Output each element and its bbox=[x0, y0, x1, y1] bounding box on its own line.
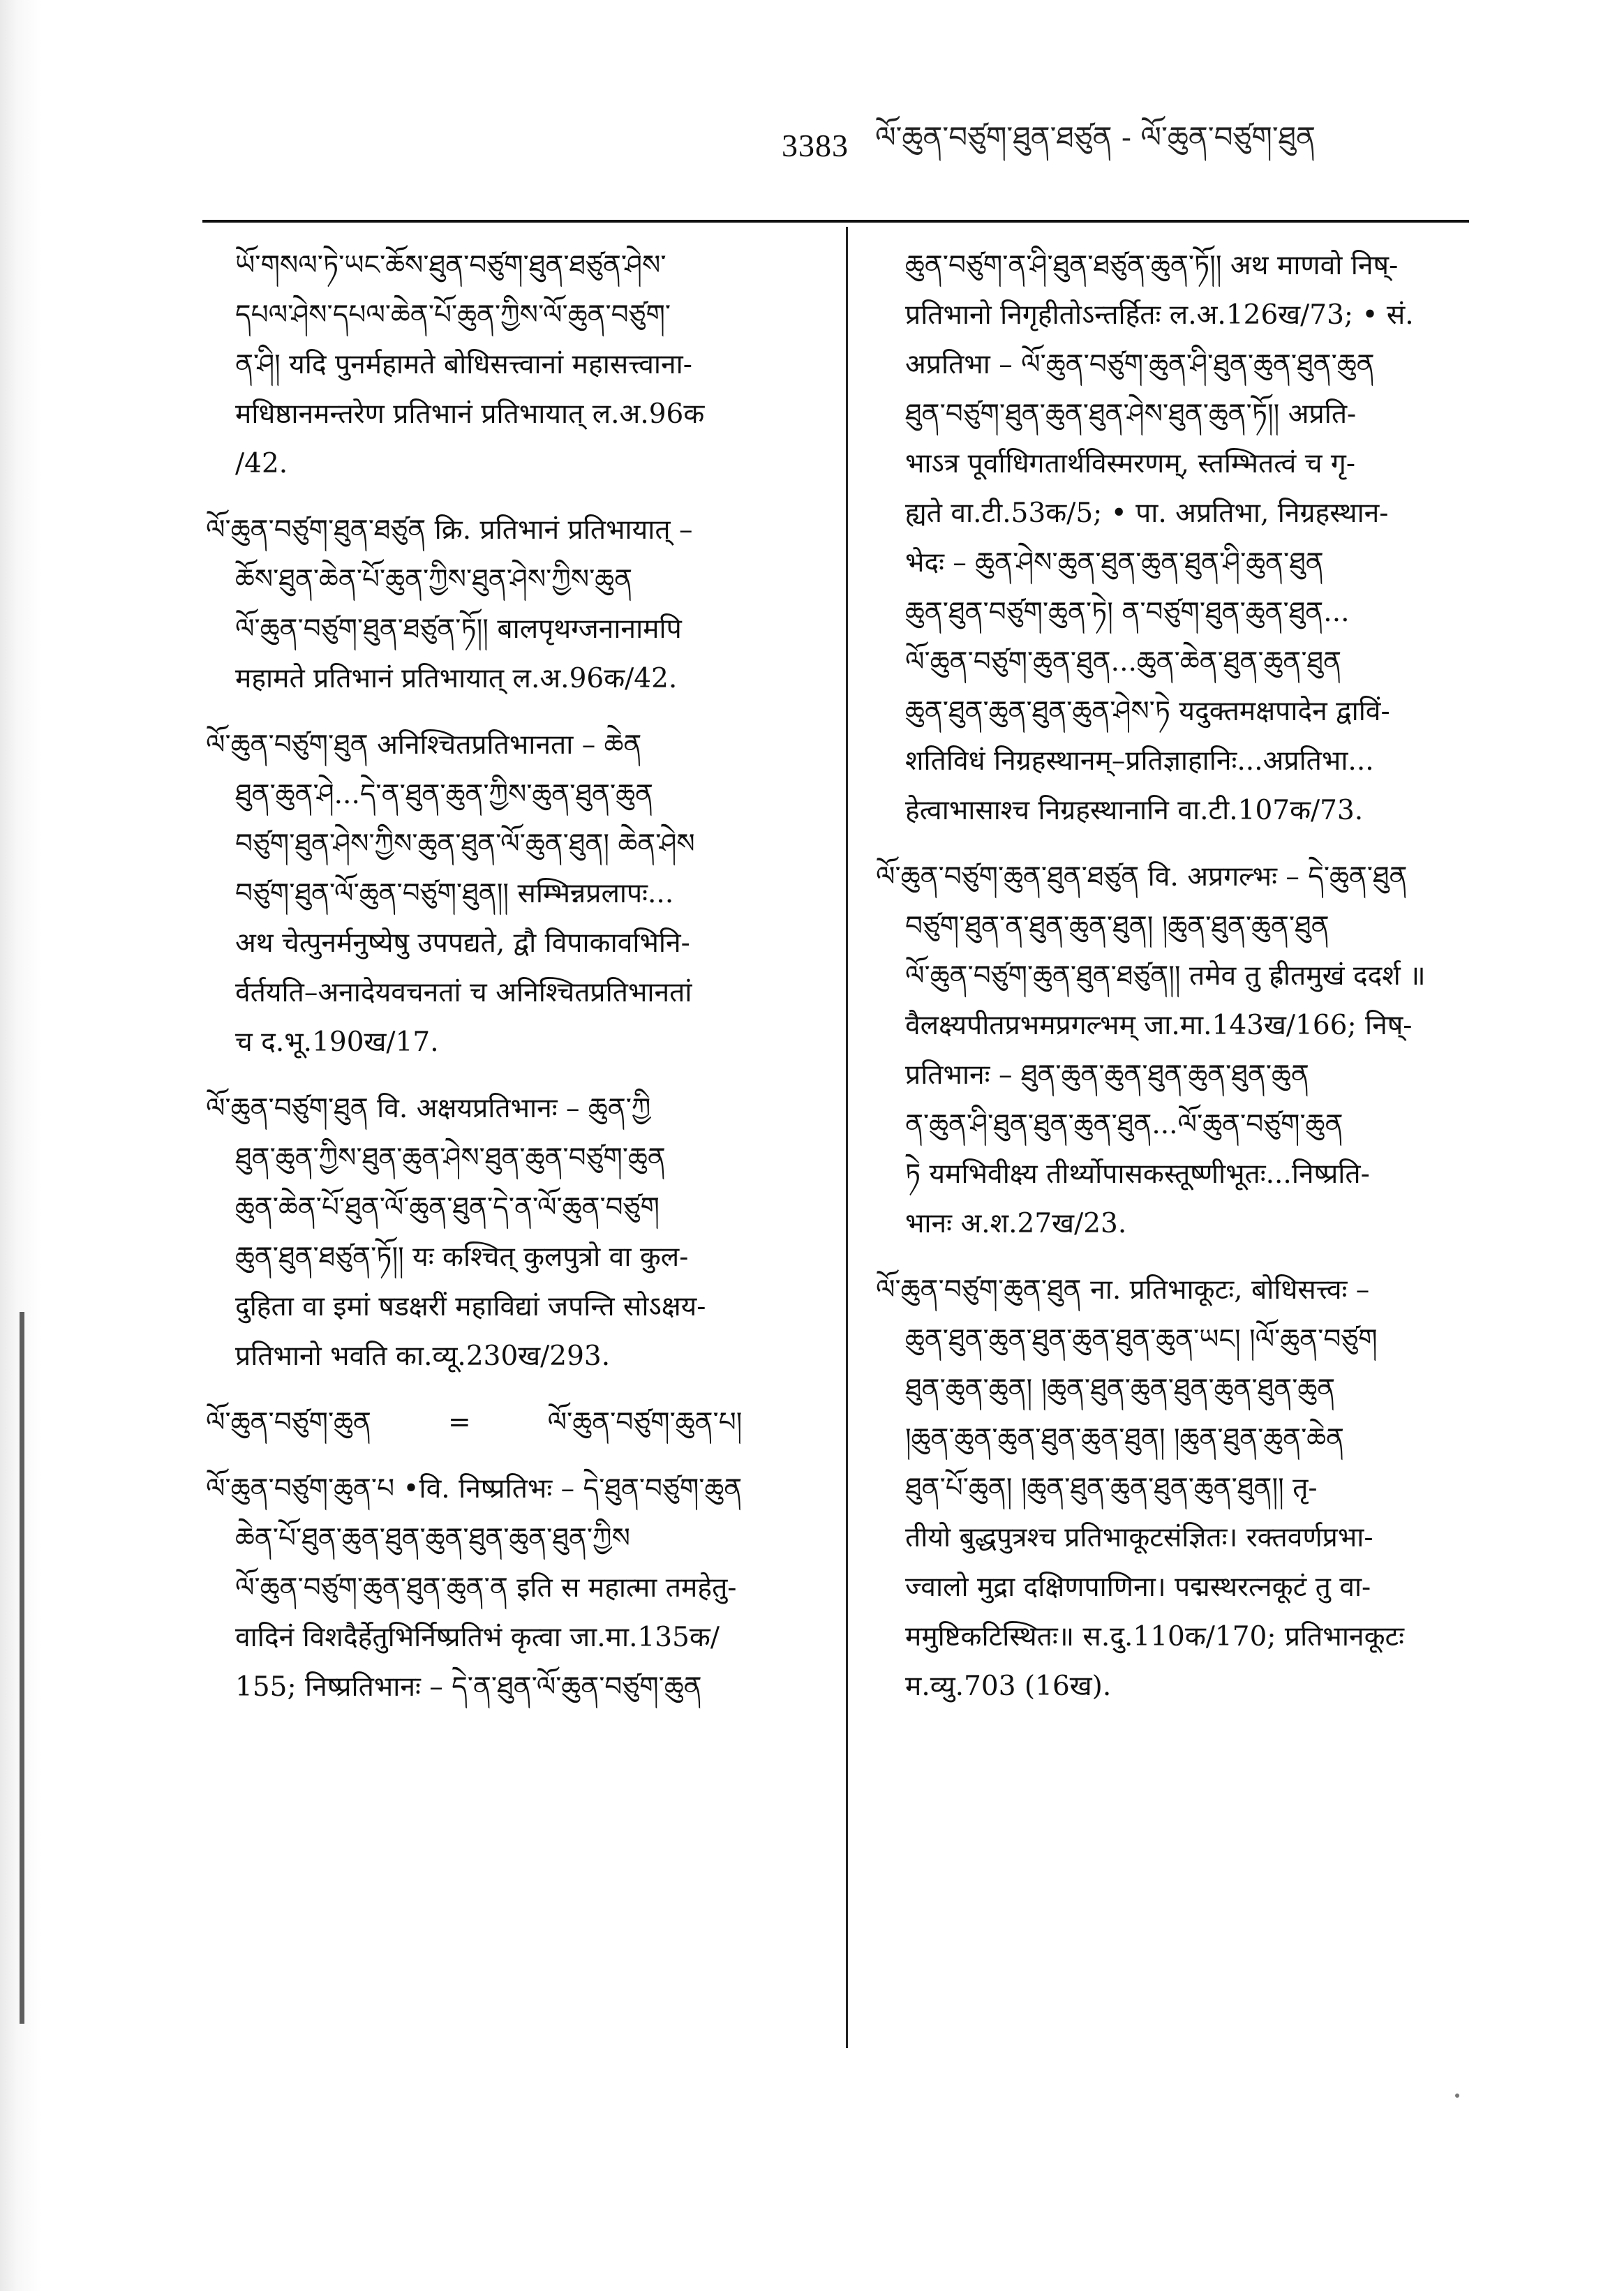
dictionary-entry bbox=[876, 852, 1466, 1248]
entry-line: भानः अ.श.27ख/23. bbox=[905, 1208, 1127, 1239]
entry-line: ཆེན་པོ་ཐུན་ཆུན་ཐུན་ཆུན་ཐུན་ཆུན་ཐུན་ཀྱིས bbox=[235, 1523, 630, 1554]
entry-line: ལོ་ཆུན་བཙུག་ཆུན་ཐུན་ཆུན་ན इति स महात्मा तमहेतु- bbox=[235, 1572, 737, 1604]
right-column bbox=[876, 241, 1466, 1728]
equals-sign: = bbox=[447, 1407, 471, 1438]
entry-line: 155; निष्प्रतिभानः – དེ་ན་ཐུན་ལོ་ཆུན་བཙུག་ཆུན bbox=[235, 1671, 702, 1703]
entry-line: ལོ་ཆུན་བཙུག་ཆུན་ཐུན་ཐཙུན།། तमेव तु ह्रीतमुखं ददर्श ॥ bbox=[905, 960, 1426, 992]
cross-reference-entry bbox=[206, 1398, 820, 1447]
entry-line: ཡོ་གསལ་ཏེ་ཡང་ཆོས་ཐུན་བཙུག་ཐུན་ཐཙུན་ཤེས་ bbox=[235, 250, 666, 281]
entry-line: अप्रतिभा – ལོ་ཆུན་བཙུག་ཆུན་ཤི་ཐུན་ཆུན་ཐུན་ཆུན bbox=[905, 349, 1375, 380]
headword-line: ལོ་ཆུན་བཙུག་ཐུན་ཐཙུན क्रि. प्रतिभानं प्रतिभायात् – bbox=[206, 514, 693, 546]
entry-line: शतिविधं निग्रहस्थानम्–प्रतिज्ञाहानिः...अप्रतिभा... bbox=[905, 745, 1374, 777]
dictionary-entry bbox=[206, 505, 820, 703]
entry-line: महामते प्रतिभानं प्रतिभायात् ल.अ.96क/42. bbox=[235, 663, 678, 694]
entry-line: म.व्यु.703 (16ख). bbox=[905, 1671, 1112, 1702]
entry-line: प्रतिभानः – ཐུན་ཆུན་ཆུན་ཐུན་ཆུན་ཐུན་ཆུན bbox=[905, 1059, 1309, 1091]
entry-line: मधिष्ठानमन्तरेण प्रतिभानं प्रतिभायात् ल.अ.96क bbox=[235, 398, 705, 430]
page-header bbox=[782, 117, 1466, 173]
entry-line: ཐུན་ཆུན་ཀྱིས་ཐུན་ཆུན་ཤེས་ཐུན་ཆུན་བཙུག་ཆུན bbox=[235, 1142, 666, 1174]
entry-line: ཆུན་ཐུན་ཆུན་ཐུན་ཆུན་ཤེས་ཏེ यदुक्तमक्षपादेन द्वाविं- bbox=[905, 696, 1390, 727]
entry-line: བཙུག་ཐུན་ལོ་ཆུན་བཙུག་ཐུན།། सम्भिन्नप्रलापः... bbox=[235, 878, 674, 909]
entry-line: भेदः – ཆུན་ཤེས་ཆུན་ཐུན་ཆུན་ཐུན་ཤི་ཆུན་ཐུན bbox=[905, 547, 1324, 579]
entry-line: ན་ཆུན་ཤི་ཐུན་ཐུན་ཆུན་ཐུན...ལོ་ཆུན་བཙུག་ཆུན bbox=[905, 1109, 1343, 1140]
entry-line: ममुष्टिकटिस्थितः॥ स.दु.110क/170; प्रतिभानकूटः bbox=[905, 1621, 1405, 1652]
column-divider bbox=[846, 227, 848, 2048]
dictionary-entry bbox=[206, 1464, 820, 1712]
running-head: ལོ་ཆུན་བཙུག་ཐུན་ཐཙུན - ལོ་ཆུན་བཙུག་ཐུན bbox=[875, 119, 1316, 154]
cross-ref-headword: ལོ་ཆུན་བཙུག་ཆུན bbox=[206, 1407, 371, 1438]
dictionary-entry bbox=[206, 1084, 820, 1381]
binding-mark bbox=[20, 1312, 24, 2024]
headword-line: ལོ་ཆུན་བཙུག་ཐུན वि. अक्षयप्रतिभानः – ཆུན་ཀྱི bbox=[206, 1093, 651, 1124]
entry-line: བཙུག་ཐུན་ན་ཐུན་ཆུན་ཐུན། །ཆུན་ཐུན་ཆུན་ཐུན bbox=[905, 911, 1329, 942]
entry-line: अथ चेत्पुनर्मनुष्येषु उपपद्यते, द्वौ विपाकावभिनि- bbox=[235, 927, 690, 959]
entry-line: ཐུན་ཆུན་ཤེ...དེ་ན་ཐུན་ཆུན་ཀྱིས་ཆུན་ཐུན་ཆུན bbox=[235, 779, 654, 810]
headword-line: ལོ་ཆུན་བཙུག་ཆུན་ཐུན་ཐཙུན वि. अप्रगल्भः – དེ་ཆུན་ཐུན bbox=[876, 861, 1408, 893]
entry-line: ཐུན་པོ་ཆུན། །ཆུན་ཐུན་ཆུན་ཐུན་ཆུན་ཐུན།། तृ- bbox=[905, 1472, 1318, 1504]
entry-line: ལོ་ཆུན་བཙུག་ཆུན་ཐུན...ཆུན་ཆེན་ཐུན་ཆུན་ཐུན bbox=[905, 646, 1342, 678]
entry-line: ཆུན་ཐུན་བཙུག་ཆུན་ཏེ། ན་བཙུག་ཐུན་ཆུན་ཐུན... bbox=[905, 597, 1350, 628]
left-column bbox=[206, 241, 820, 1729]
scan-speck bbox=[1455, 2094, 1459, 2098]
entry-line: བཙུག་ཐུན་ཤེས་ཀྱིས་ཆུན་ཐུན་ལོ་ཆུན་ཐུན། ཆེན་ཤེས bbox=[235, 828, 695, 860]
entry-line: ह्यते वा.टी.53क/5; • पा. अप्रतिभा, निग्रहस्थान- bbox=[905, 498, 1389, 529]
cross-ref-target: ལོ་ཆུན་བཙུག་ཆུན་པ། bbox=[547, 1407, 743, 1438]
entry-line: वैलक्ष्यपीतप्रभमप्रगल्भम् जा.मा.143ख/166; निष्- bbox=[905, 1010, 1413, 1041]
page-number: 3383 bbox=[782, 127, 849, 163]
entry-line: ཐུན་ཆུན་ཆུན། །ཆུན་ཐུན་ཆུན་ཐུན་ཆུན་ཐུན་ཆུན bbox=[905, 1373, 1336, 1405]
entry-line: ན་ཤི། यदि पुनर्महामते बोधिसत्त्वानां महासत्त्वाना- bbox=[235, 349, 692, 380]
entry-line: वादिनं विशदैर्हेतुभिर्निष्प्रतिभं कृत्वा जा.मा.135क/ bbox=[235, 1622, 720, 1653]
entry-line: ཆུན་བཙུག་ན་ཤི་ཐུན་ཐཙུན་ཆུན་ཏོ།། अथ माणवो निष्- bbox=[905, 250, 1399, 281]
entry-line: प्रतिभानो भवति का.व्यू.230ख/293. bbox=[235, 1341, 611, 1372]
entry-line: དཔལ་ཤེས་དཔལ་ཆེན་པོ་ཆུན་ཀྱིས་ལོ་ཆུན་བཙུག་ bbox=[235, 299, 671, 331]
header-rule bbox=[202, 220, 1469, 223]
entry-line: །ཆུན་ཆུན་ཆུན་ཐུན་ཆུན་ཐུན། །ཆུན་ཐུན་ཆུན་ཆེན bbox=[905, 1423, 1345, 1454]
headword-line: ལོ་ཆུན་བཙུག་ཆུན་པ •वि. निष्प्रतिभः – དེ་ཐུན་བཙུག་ཆུན bbox=[206, 1473, 743, 1505]
entry-line: ཆུན་ཆེན་པོ་ཐུན་ལོ་ཆུན་ཐུན་དེ་ན་ལོ་ཆུན་བཙུག bbox=[235, 1192, 660, 1223]
entry-line: ज्वालो मुद्रा दक्षिणपाणिना। पद्मस्थरत्नकूटं तु वा- bbox=[905, 1572, 1371, 1603]
entry-line: दुहिता वा इमां षडक्षरीं महाविद्यां जपन्ति सोऽक्षय- bbox=[235, 1291, 706, 1322]
dictionary-entry bbox=[876, 241, 1466, 835]
entry-line: ཆུན་ཐུན་ཐཙུན་ཏོ།། यः कश्चित् कुलपुत्रो वा कुल- bbox=[235, 1241, 689, 1273]
dictionary-entry bbox=[876, 1265, 1466, 1711]
entry-line: च द.भू.190ख/17. bbox=[235, 1027, 439, 1058]
entry-line: ཐུན་བཙུག་ཐུན་ཆུན་ཐུན་ཤེས་ཐུན་ཆུན་ཏོ།། अप्रति- bbox=[905, 398, 1357, 430]
headword-line: ལོ་ཆུན་བཙུག་ཐུན अनिश्चितप्रतिभानता – ཆེན bbox=[206, 729, 642, 761]
entry-line: ཏེ यमभिवीक्ष्य तीर्थ्योपासकस्तूष्णीभूतः...निष्प्रति- bbox=[905, 1158, 1370, 1190]
dictionary-entry bbox=[206, 720, 820, 1067]
entry-line: ལོ་ཆུན་བཙུག་ཐུན་ཐཙུན་ཏོ།། बालपृथग्जनानामपि bbox=[235, 613, 682, 645]
entry-line: ཆོས་ཐུན་ཆེན་པོ་ཆུན་ཀྱིས་ཐུན་ཤེས་ཀྱིས་ཆུན bbox=[235, 564, 633, 595]
entry-line: हेत्वाभासाश्च निग्रहस्थानानि वा.टी.107क/73. bbox=[905, 795, 1364, 826]
dictionary-entry bbox=[206, 241, 820, 488]
entry-line: /42. bbox=[235, 448, 288, 479]
entry-line: प्रतिभानो निगृहीतोऽन्तर्हितः ल.अ.126ख/73; • सं. bbox=[905, 299, 1414, 331]
headword-line: ལོ་ཆུན་བཙུག་ཆུན་ཐུན ना. प्रतिभाकूटः, बोधिसत्त्वः – bbox=[876, 1274, 1370, 1306]
entry-line: भाऽत्र पूर्वाधिगतार्थविस्मरणम्, स्तम्भितत्वं च गृ- bbox=[905, 448, 1355, 479]
entry-line: तीयो बुद्धपुत्रश्च प्रतिभाकूटसंज्ञितः। रक्तवर्णप्रभा- bbox=[905, 1522, 1373, 1553]
entry-line: ཆུན་ཐུན་ཆུན་ཐུན་ཆུན་ཐུན་ཆུན་ཡང། །ལོ་ཆུན་བཙུག bbox=[905, 1324, 1378, 1355]
entry-line: र्वर्तयति–अनादेयवचनतां च अनिश्चितप्रतिभानतां bbox=[235, 977, 692, 1008]
